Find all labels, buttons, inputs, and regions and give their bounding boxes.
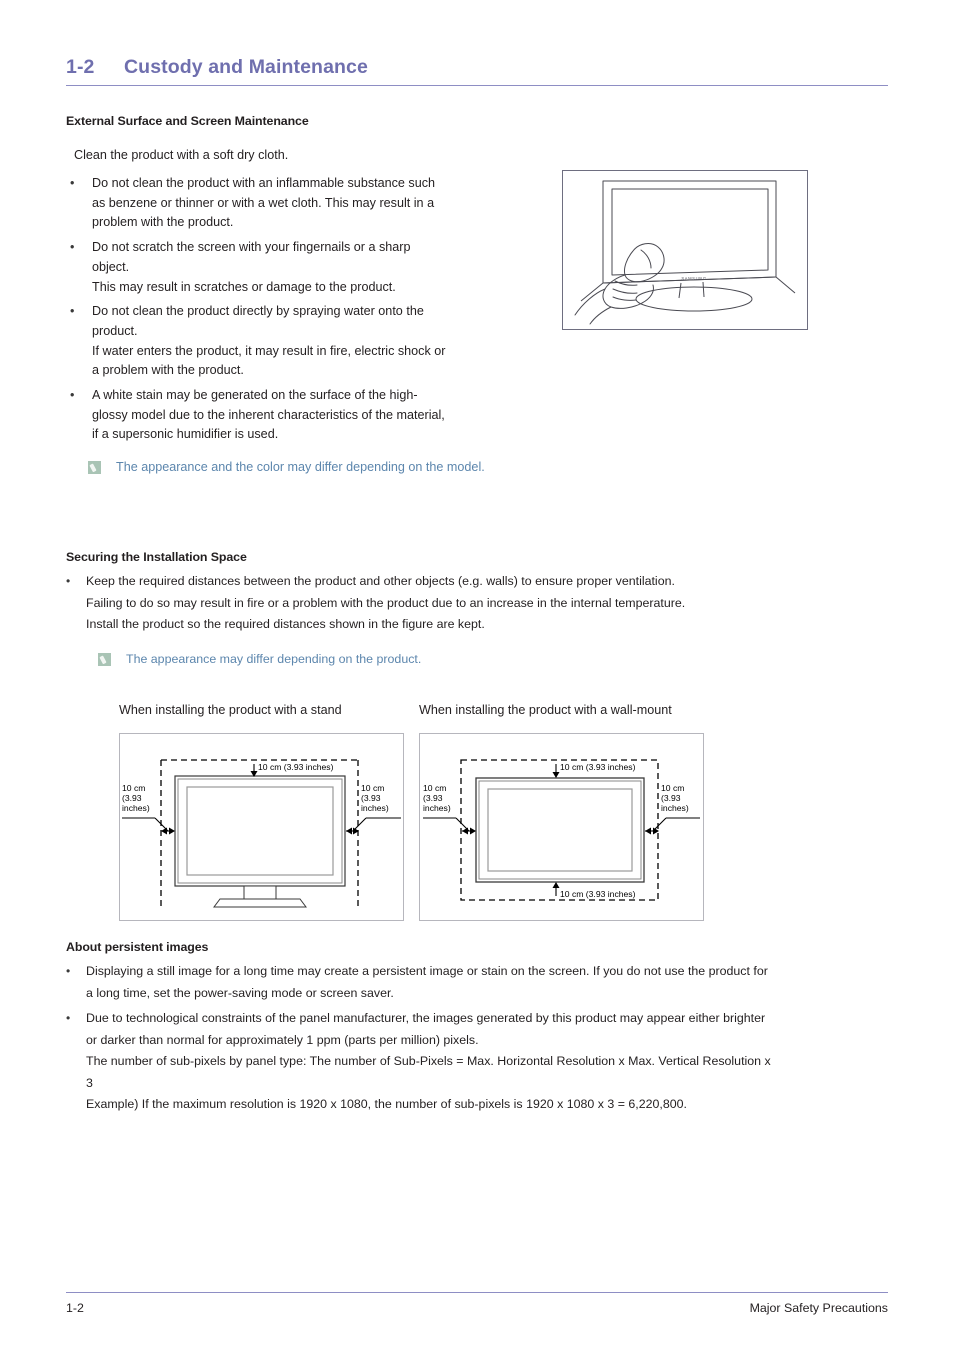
bullet-marker: • <box>66 574 71 588</box>
text-line: or darker than normal for approximately 1 ppm (parts per million) pixels. <box>86 1032 479 1047</box>
section-title-installation-space: Securing the Installation Space <box>66 550 247 564</box>
text-line: Install the product so the required distances shown in the figure are kept. <box>86 617 485 631</box>
text-line: object. <box>92 259 130 274</box>
wall-mount-clearance-drawing <box>420 734 703 920</box>
installation-space-bullet-list <box>62 571 892 640</box>
text-line: Do not scratch the screen with your fingernails or a sharp <box>92 240 411 255</box>
text-line: 3 <box>86 1075 93 1090</box>
text-line: as benzene or thinner or with a wet cloth. This may result in a <box>92 195 435 210</box>
bullet-marker: • <box>70 176 75 190</box>
list-item-body <box>86 571 685 636</box>
note-pencil-icon <box>98 653 111 666</box>
text-line: Due to technological constraints of the panel manufacturer, the images generated by this product may appear either brighter <box>86 1011 766 1025</box>
list-item-body <box>86 961 768 1004</box>
text-line: product. <box>92 323 138 338</box>
dimension-label-left: 10 cm (3.93 inches) <box>423 783 451 813</box>
list-item <box>66 386 506 445</box>
dimension-label-right: 10 cm (3.93 inches) <box>361 783 389 813</box>
footer-page-number: 1-2 <box>66 1301 84 1315</box>
list-item-body <box>92 386 445 445</box>
text-line: Keep the required distances between the product and other objects (e.g. walls) to ensure proper ventilation. <box>86 574 675 588</box>
list-item-body <box>92 302 445 381</box>
text-line: Do not clean the product with an inflammable substance such <box>92 176 436 190</box>
diagram-installation-space-wall-mount <box>419 733 704 921</box>
text-line: problem with the product. <box>92 215 234 230</box>
note-pencil-icon <box>88 461 101 474</box>
text-line: a problem with the product. <box>92 363 244 378</box>
text-line: Failing to do so may result in fire or a problem with the product due to an increase in the internal temperature. <box>86 595 686 610</box>
list-item-body <box>86 1008 771 1116</box>
text-line: If water enters the product, it may result in fire, electric shock or <box>92 343 446 358</box>
text-line: Do not clean the product directly by spraying water onto the <box>92 304 424 319</box>
persistent-images-bullet-list <box>62 961 892 1120</box>
text-line: a long time, set the power-saving mode or screen saver. <box>86 985 394 1000</box>
bullet-marker: • <box>70 240 75 255</box>
text-line: if a supersonic humidifier is used. <box>92 427 279 442</box>
cleaning-monitor-drawing <box>563 171 807 329</box>
dimension-label-bottom: 10 cm (3.93 inches) <box>560 889 636 899</box>
bullet-marker: • <box>66 1011 71 1025</box>
section-title-external-surface: External Surface and Screen Maintenance <box>66 114 309 128</box>
chapter-header <box>66 56 888 86</box>
illustration-cleaning-monitor <box>562 170 808 330</box>
dimension-label-right: 10 cm (3.93 inches) <box>661 783 689 813</box>
list-item <box>62 961 892 1004</box>
section-title-persistent-images: About persistent images <box>66 940 209 954</box>
diagram-caption-wall-mount: When installing the product with a wall-mount <box>419 703 672 717</box>
footer-divider <box>66 1292 888 1293</box>
stand-clearance-drawing <box>120 734 403 920</box>
page-title: Custody and Maintenance <box>124 56 368 78</box>
text-line: Displaying a still image for a long time may create a persistent image or stain on the screen. If you do not use the product for <box>86 964 768 978</box>
bullet-marker: • <box>70 388 75 403</box>
note-text: The appearance and the color may differ depending on the model. <box>116 460 485 474</box>
external-surface-intro: Clean the product with a soft dry cloth. <box>74 148 289 162</box>
text-line: The number of sub-pixels by panel type: The number of Sub-Pixels = Max. Horizontal Resolution x Max. Vertical Resolution x <box>86 1054 771 1068</box>
list-item <box>66 174 506 233</box>
chapter-number: 1-2 <box>66 56 95 78</box>
chapter-heading <box>66 56 888 79</box>
external-surface-bullet-list <box>66 174 506 450</box>
note-text: The appearance may differ depending on the product. <box>126 652 422 666</box>
header-divider <box>66 85 888 86</box>
footer-chapter-name: Major Safety Precautions <box>749 1301 888 1315</box>
text-line: Example) If the maximum resolution is 1920 x 1080, the number of sub-pixels is 1920 x 1080 x 3 = 6,220,800. <box>86 1097 687 1111</box>
list-item <box>62 571 892 636</box>
brand-wordmark: SAMSUNG <box>681 276 707 281</box>
list-item-body <box>92 238 411 297</box>
bullet-marker: • <box>66 964 71 978</box>
bullet-marker: • <box>70 304 75 319</box>
text-line: glossy model due to the inherent characteristics of the material, <box>92 407 445 422</box>
list-item <box>66 302 506 381</box>
note-callout-appearance-product <box>98 650 421 670</box>
dimension-label-top: 10 cm (3.93 inches) <box>258 762 334 772</box>
diagram-installation-space-stand <box>119 733 404 921</box>
list-item-body <box>92 174 435 233</box>
list-item <box>66 238 506 297</box>
text-line: A white stain may be generated on the surface of the high- <box>92 388 418 403</box>
text-line: This may result in scratches or damage to the product. <box>92 279 396 294</box>
note-callout-appearance-color <box>88 458 485 478</box>
list-item <box>62 1008 892 1116</box>
diagram-caption-stand: When installing the product with a stand <box>119 703 342 717</box>
dimension-label-top: 10 cm (3.93 inches) <box>560 762 636 772</box>
dimension-label-left: 10 cm (3.93 inches) <box>122 783 150 813</box>
